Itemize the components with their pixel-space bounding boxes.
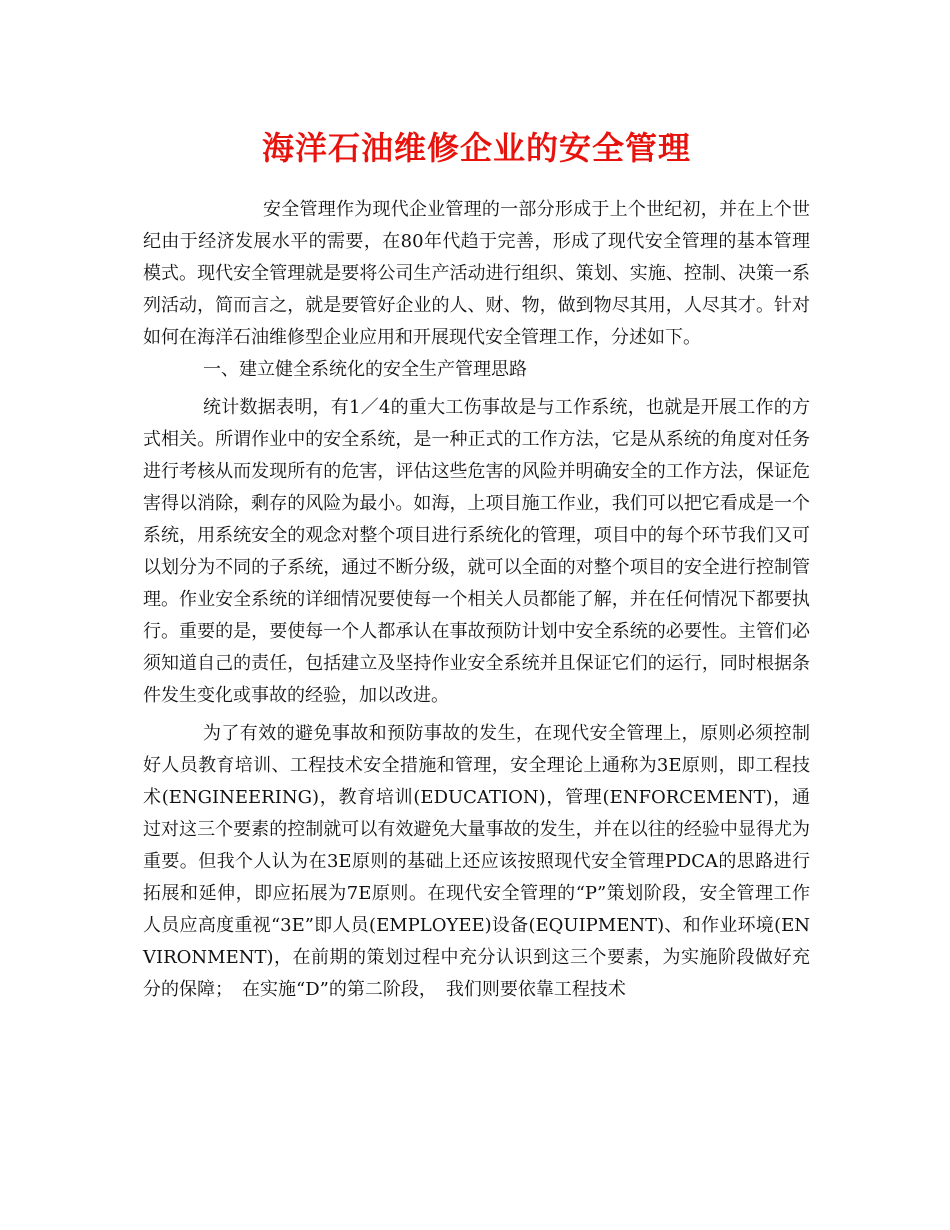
section-heading-1: 一、建立健全系统化的安全生产管理思路 (203, 359, 527, 380)
paragraph-intro: 安全管理作为现代企业管理的一部分形成于上个世纪初，并在上个世纪由于经济发展水平的需要，在80年代趋于完善，形成了现代安全管理的基本管理模式。现代安全管理就是要将公司生产活动进行组织、策划、实施、控制、决策一系列活动，简而言之，就是要管好企业的人、财、物，做到物尽其用，人尽其才。针对如何在海洋石油维修型企业应用和开展现代安全管理工作，分述如下。 (143, 199, 810, 348)
paragraph-system-safety: 统计数据表明，有1／4的重大工伤事故是与工作系统，也就是开展工作的方式相关。所谓作业中的安全系统，是一种正式的工作方法，它是从系统的角度对任务进行考核从而发现所有的危害，评估这些危害的风险并明确安全的工作方法，保证危害得以消除，剩存的风险为最小。如海，上项目施工作业，我们可以把它看成是一个系统，用系统安全的观念对整个项目进行系统化的管理，项目中的每个环节我们又可以划分为不同的子系统，通过不断分级，就可以全面的对整个项目的安全进行控制管理。作业安全系统的详细情况要使每一个相关人员都能了解，并在任何情况下都要执行。重要的是，要使每一个人都承认在事故预防计划中安全系统的必要性。主管们必须知道自己的责任，包括建立及坚持作业安全系统并且保证它们的运行，同时根据条件发生变化或事故的经验，加以改进。 (143, 397, 810, 706)
document-title: 海洋石油维修企业的安全管理 (261, 129, 691, 167)
paragraph-3e-principle: 为了有效的避免事故和预防事故的发生，在现代安全管理上，原则必须控制好人员教育培训、工程技术安全措施和管理，安全理论上通称为3E原则，即工程技术(ENGINEERING)，教育培训(EDUCATION)，管理(ENFORCEMENT)，通过对这三个要素的控制就可以有效避免大量事故的发生，并在以往的经验中显得尤为重要。但我个人认为在3E原则的基础上还应该按照现代安全管理PDCA的思路进行拓展和延伸，即应拓展为7E原则。在现代安全管理的“P”策划阶段，安全管理工作人员应高度重视“3E”即人员(EMPLOYEE)设备(EQUIPMENT)、和作业环境(ENVIRONMENT)，在前期的策划过程中充分认识到这三个要素，为实施阶段做好充分的保障； 在实施“D”的第二阶段， 我们则要依靠工程技术 (143, 723, 810, 1000)
